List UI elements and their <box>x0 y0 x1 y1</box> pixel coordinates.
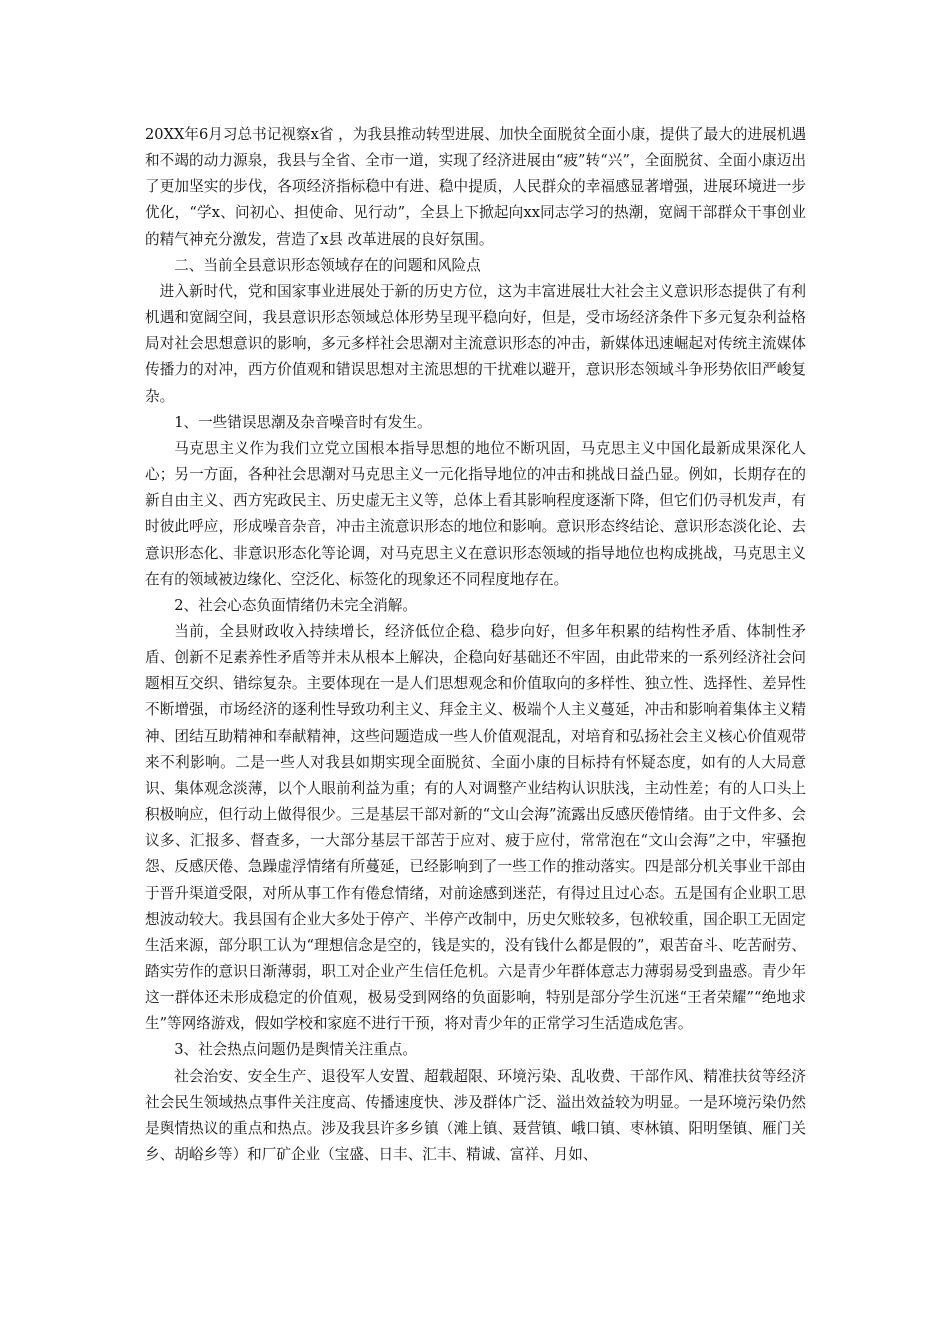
paragraph-intro: 20XX年6月习总书记视察x省 ，为我县推动转型进展、加快全面脱贫全面小康，提供了最大的进展机遇和不竭的动力源泉，我县与全省、全市一道，实现了经济进展由“疲”转“兴”，全面脱贫、全面小康迈出了更加坚实的步伐，各项经济指标稳中有进、稳中提质，人民群众的幸福感显著增强，进展环境进一步优化，“学x、问初心、担使命、见行动”，全县上下掀起向xx同志学习的热潮，宽阔干部群众干事创业的精气神充分激发，营造了x县 改革进展的良好氛围。 <box>145 126 806 248</box>
subheading-1: 1、一些错误思潮及杂音噪音时有发生。 <box>174 413 432 431</box>
subheading-3: 3、社会热点问题仍是舆情关注重点。 <box>174 1041 417 1059</box>
paragraph-subsection-2: 当前，全县财政收入持续增长，经济低位企稳、稳步向好，但多年积累的结构性矛盾、体制性矛盾、创新不足素养性矛盾等并未从根本上解决，企稳向好基础还不牢固，由此带来的一系列经济社会问题相互交织、错综复杂。主要体现在一是人们思想观念和价值取向的多样性、独立性、选择性、差异性不断增强，市场经济的逐利性导致功利主义、拜金主义、极端个人主义蔓延，冲击和影响着集体主义精神、团结互助精神和奉献精神，这些问题造成一些人价值观混乱，对培育和弘扬社会主义核心价值观带来不利影响。二是一些人对我县如期实现全面脱贫、全面小康的目标持有怀疑态度，如有的人大局意识、集体观念淡薄，以个人眼前利益为重；有的人对调整产业结构认识肤浅，主动性差；有的人口头上积极响应，但行动上做得很少。三是基层干部对新的“文山会海”流露出反感厌倦情绪。由于文件多、会议多、汇报多、督查多，一大部分基层干部苦于应对、疲于应付，常常泡在“文山会海”之中，牢骚抱怨、反感厌倦、急躁虚浮情绪有所蔓延，已经影响到了一些工作的推动落实。四是部分机关事业干部由于晋升渠道受限，对所从事工作有倦怠情绪，对前途感到迷茫，有得过且过心态。五是国有企业职工思想波动较大。我县国有企业大多处于停产、半停产改制中，历史欠账较多，包袱较重，国企职工无固定生活来源，部分职工认为“理想信念是空的，钱是实的，没有钱什么都是假的”，艰苦奋斗、吃苦耐劳、踏实劳作的意识日渐薄弱，职工对企业产生信任危机。六是青少年群体意志力薄弱易受到蛊惑。青少年这一群体还未形成稳定的价值观，极易受到网络的负面影响，特别是部分学生沉迷“王者荣耀”“绝地求生”等网络游戏，假如学校和家庭不进行干预，将对青少年的正常学习生活造成危害。 <box>145 622 806 1033</box>
document-body <box>145 122 806 1168</box>
paragraph-subsection-1: 马克思主义作为我们立党立国根本指导思想的地位不断巩固，马克思主义中国化最新成果深化人心；另一方面，各种社会思潮对马克思主义一元化指导地位的冲击和挑战日益凸显。例如，长期存在的新自由主义、西方宪政民主、历史虚无主义等，总体上看其影响程度逐渐下降，但它们仍寻机发声，有时彼此呼应，形成噪音杂音，冲击主流意识形态的地位和影响。意识形态终结论、意识形态淡化论、去意识形态化、非意识形态化等论调，对马克思主义在意识形态领域的指导地位也构成挑战，马克思主义在有的领域被边缘化、空泛化、标签化的现象还不同程度地存在。 <box>145 439 806 588</box>
paragraph-subsection-3: 社会治安、安全生产、退役军人安置、超载超限、环境污染、乱收费、干部作风、精准扶贫等经济社会民生领域热点事件关注度高、传播速度快、涉及群体广泛、溢出效益较为明显。一是环境污染仍然是舆情热议的重点和热点。涉及我县许多乡镇（滩上镇、聂营镇、峨口镇、枣林镇、阳明堡镇、雁门关乡、胡峪乡等）和厂矿企业（宝盛、日丰、汇丰、精诚、富祥、月如、 <box>145 1067 806 1164</box>
subheading-2: 2、社会心态负面情绪仍未完全消解。 <box>174 596 417 614</box>
section-heading-2: 二、当前全县意识形态领域存在的问题和风险点 <box>174 256 481 274</box>
paragraph-section-2-overview: 进入新时代，党和国家事业进展处于新的历史方位，这为丰富进展壮大社会主义意识形态提供了有利机遇和宽阔空间，我县意识形态领域总体形势呈现平稳向好，但是，受市场经济条件下多元复杂利益格局对社会思想意识的影响，多元多样社会思潮对主流意识形态的冲击，新媒体迅速崛起对传统主流媒体传播力的对冲，西方价值观和错误思想对主流思想的干扰难以避开，意识形态领域斗争形势依旧严峻复杂。 <box>145 282 806 405</box>
